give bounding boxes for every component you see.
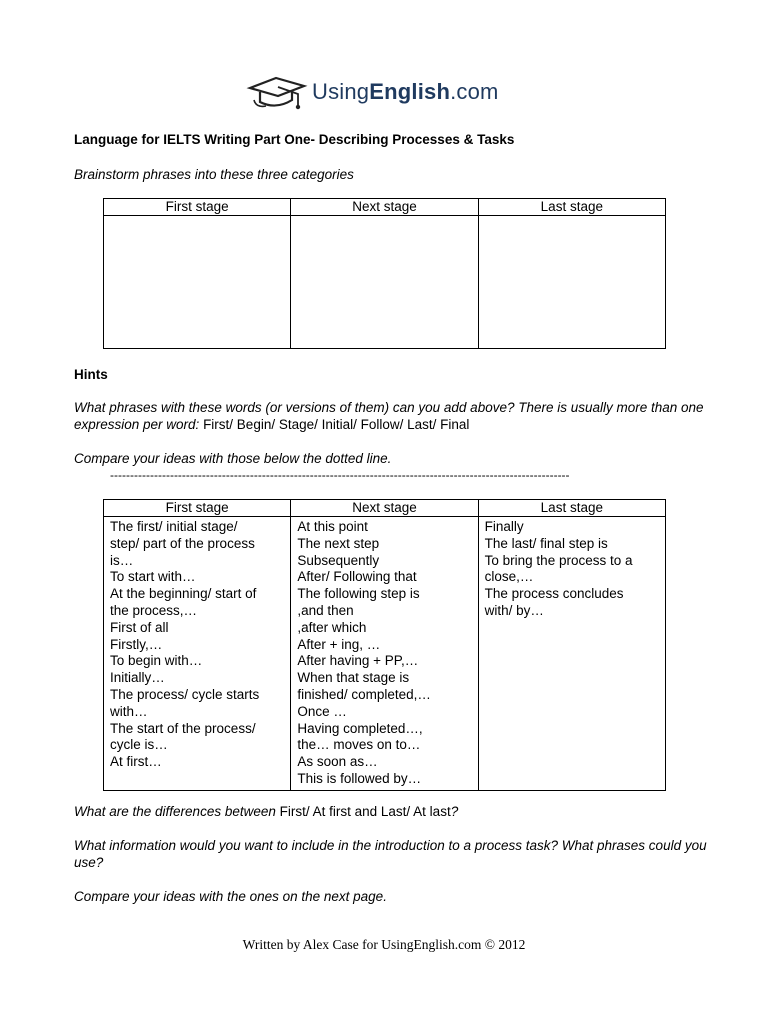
phrase-line: The process/ cycle starts	[110, 686, 260, 702]
phrase-line: To start with…	[110, 569, 196, 585]
phrase-line: is…	[110, 552, 134, 568]
hints-heading: Hints	[74, 367, 108, 382]
header-first-stage: First stage	[104, 500, 291, 517]
compare-instruction: Compare your ideas with those below the dotted line.	[74, 451, 392, 466]
phrase-line: Firstly,…	[110, 636, 163, 652]
phrase-line: At this point	[297, 519, 368, 534]
phrase-line: To begin with…	[110, 653, 203, 669]
phrase-line: After + ing, …	[297, 636, 381, 652]
phrase-line: step/ part of the process	[110, 535, 255, 551]
phrase-line: with/ by…	[484, 602, 544, 618]
phrase-line: First of all	[110, 619, 169, 635]
phrase-line: When that stage is	[297, 670, 410, 686]
document-title: Language for IELTS Writing Part One- Describing Processes & Tasks	[74, 132, 515, 147]
phrase-line: ,after which	[297, 619, 367, 635]
answers-table	[103, 499, 666, 791]
phrase-line: This is followed by…	[297, 770, 422, 786]
footer-credit: Written by Alex Case for UsingEnglish.com © 2012	[242, 937, 526, 952]
introduction-question: What information would you want to include in the introduction to a process task? What phrases could you use?	[74, 838, 707, 870]
phrase-line: finished/ completed,…	[297, 686, 431, 702]
phrase-line: The start of the process/	[110, 720, 256, 736]
phrase-line: the… moves on to…	[297, 737, 421, 753]
dotted-separator: -------------------------------------------------------------------------------------------------------------------	[110, 468, 570, 482]
phrase-line: As soon as…	[297, 754, 378, 770]
phrase-line: cycle is…	[110, 737, 168, 753]
brainstorm-table	[103, 198, 666, 349]
phrase-line: Having completed…,	[297, 720, 423, 736]
phrase-line: Subsequently	[297, 552, 380, 568]
phrase-line: After/ Following that	[297, 569, 417, 585]
phrase-line: The following step is	[297, 586, 420, 602]
blank-cell-first	[104, 216, 291, 349]
phrase-line: ,and then	[297, 602, 354, 618]
differences-question: What are the differences between First/ At first and Last/ At last?	[74, 804, 459, 819]
graduation-cap-icon	[246, 72, 308, 112]
phrase-line: The process concludes	[484, 586, 624, 602]
phrase-line: At first…	[110, 754, 162, 770]
header-last-stage: Last stage	[478, 199, 665, 216]
phrase-line: Initially…	[110, 670, 165, 686]
blank-cell-last	[478, 216, 665, 349]
header-first-stage: First stage	[104, 199, 291, 216]
next-stage-phrases	[291, 517, 478, 791]
site-logo	[246, 72, 499, 112]
phrase-line: Finally	[484, 519, 524, 534]
header-last-stage: Last stage	[478, 500, 665, 517]
header-next-stage: Next stage	[291, 500, 478, 517]
header-next-stage: Next stage	[291, 199, 478, 216]
phrase-line: close,…	[484, 569, 534, 585]
instruction-text: Brainstorm phrases into these three categories	[74, 167, 354, 182]
phrase-line: After having + PP,…	[297, 653, 419, 669]
phrase-line: The first/ initial stage/	[110, 519, 238, 534]
phrase-line: The next step	[297, 535, 380, 551]
phrase-line: The last/ final step is	[484, 535, 608, 551]
hints-question: What phrases with these words (or versions of them) can you add above? There is usually more than one expression per word: First/ Begin/ Stage/ Initial/ Follow/ Last/ Final	[74, 400, 704, 432]
phrase-line: Once …	[297, 703, 347, 719]
logo-wordmark: UsingEnglish.com	[312, 79, 499, 104]
compare-next-page: Compare your ideas with the ones on the next page.	[74, 889, 387, 904]
phrase-line: with…	[110, 703, 148, 719]
phrase-line: At the beginning/ start of	[110, 586, 257, 602]
first-stage-phrases	[104, 517, 291, 791]
phrase-line: To bring the process to a	[484, 552, 633, 568]
phrase-line: the process,…	[110, 602, 198, 618]
blank-cell-next	[291, 216, 478, 349]
last-stage-phrases	[478, 517, 665, 791]
